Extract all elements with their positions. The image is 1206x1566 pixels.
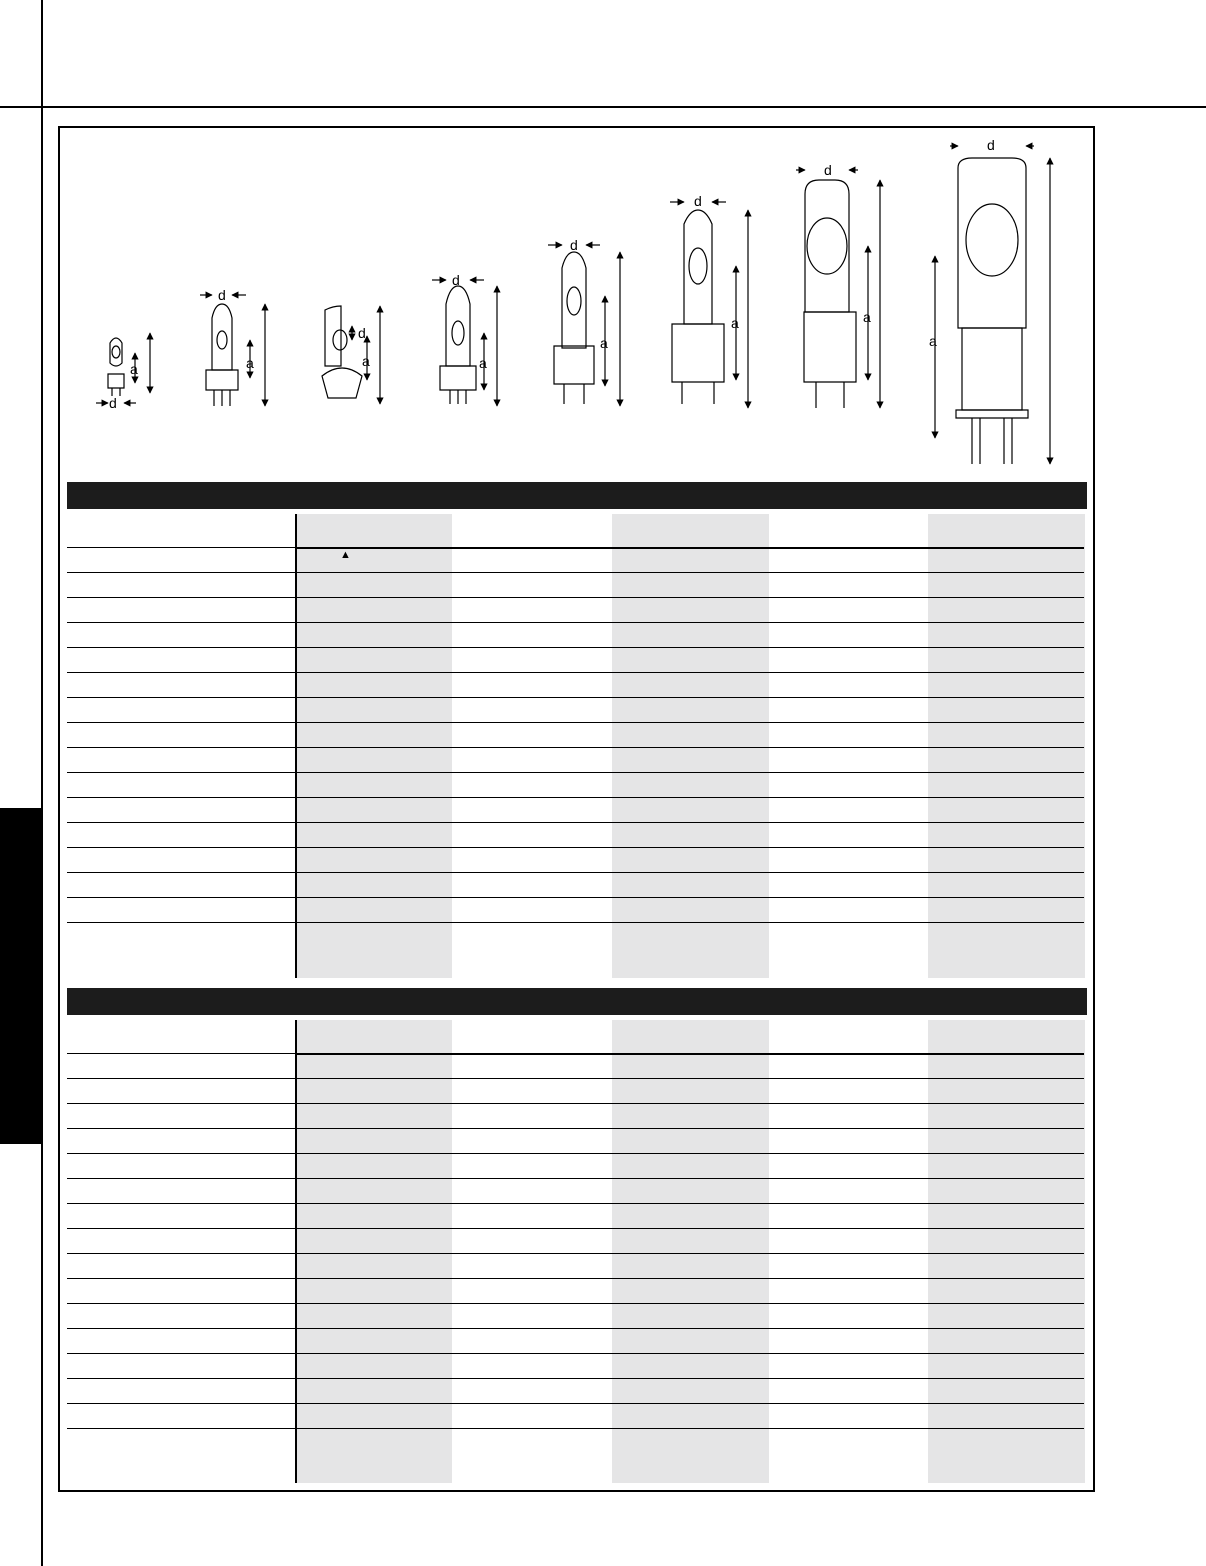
table-column	[612, 1020, 769, 1483]
lamp-3	[322, 306, 380, 404]
table-row	[67, 1053, 1084, 1054]
table-row	[67, 922, 1084, 923]
table-row	[67, 1228, 1084, 1229]
dim-a-2: a	[246, 355, 254, 371]
dim-d-4: d	[452, 272, 460, 288]
table-row	[67, 1353, 1084, 1354]
table-row	[67, 1153, 1084, 1154]
table-column	[297, 1020, 454, 1483]
table-bottom	[67, 1020, 1084, 1481]
table-column	[452, 514, 609, 978]
table-row	[67, 872, 1084, 873]
table-column	[928, 514, 1085, 978]
dim-d-7: d	[824, 162, 832, 178]
dim-a-5: a	[600, 335, 608, 351]
table-row	[67, 1078, 1084, 1079]
dim-d-6: d	[694, 193, 702, 209]
table-row	[67, 1378, 1084, 1379]
table-row	[67, 897, 1084, 898]
table-column	[769, 514, 926, 978]
dim-a-3: a	[362, 353, 370, 369]
table-row	[67, 622, 1084, 623]
dim-d-5: d	[570, 237, 578, 253]
dim-d-8: d	[987, 137, 995, 153]
table-row	[67, 547, 1084, 548]
page-margin-line	[41, 0, 43, 1566]
dim-d-1: d	[109, 395, 117, 411]
table-row	[67, 1178, 1084, 1179]
table-row	[67, 772, 1084, 773]
lamp-5	[548, 245, 620, 406]
table-column	[612, 514, 769, 978]
dim-d-3: d	[358, 325, 366, 341]
table-column	[769, 1020, 926, 1483]
table-row	[67, 572, 1084, 573]
lamp-7	[796, 170, 880, 408]
dim-d-2: d	[218, 287, 226, 303]
table-row	[67, 747, 1084, 748]
table-row	[67, 597, 1084, 598]
table-row	[67, 722, 1084, 723]
table-row	[67, 1253, 1084, 1254]
table-row	[67, 672, 1084, 673]
lamp-1	[96, 333, 150, 403]
table-row	[67, 1403, 1084, 1404]
table-row	[67, 647, 1084, 648]
dim-a-8: a	[929, 333, 937, 349]
dim-a-4: a	[479, 355, 487, 371]
table-top-header-band	[67, 482, 1087, 509]
lamp-2	[200, 295, 265, 406]
table-row	[67, 1203, 1084, 1204]
table-row	[67, 847, 1084, 848]
table-row	[67, 1328, 1084, 1329]
lamp-diagrams	[60, 128, 1094, 480]
table-top	[67, 514, 1084, 976]
table-row	[67, 1128, 1084, 1129]
lamp-6	[670, 202, 748, 408]
dim-a-1: a	[130, 361, 138, 377]
dim-a-6: a	[731, 315, 739, 331]
table-column	[928, 1020, 1085, 1483]
table-row	[67, 797, 1084, 798]
table-row	[67, 822, 1084, 823]
table-bottom-header-band	[67, 988, 1087, 1015]
table-row	[67, 697, 1084, 698]
table-column	[452, 1020, 609, 1483]
section-tab	[0, 808, 41, 1144]
table-label-separator	[295, 1020, 297, 1483]
table-column	[297, 514, 454, 978]
dim-a-7: a	[863, 309, 871, 325]
table-row	[67, 1303, 1084, 1304]
lamp-symbol-icon: ▲	[340, 549, 351, 561]
table-row	[67, 1278, 1084, 1279]
lamp-8	[935, 146, 1050, 464]
table-label-separator	[295, 514, 297, 978]
header-rule	[0, 106, 1206, 108]
table-row	[67, 1103, 1084, 1104]
lamp-4	[432, 280, 497, 406]
table-row	[67, 1428, 1084, 1429]
